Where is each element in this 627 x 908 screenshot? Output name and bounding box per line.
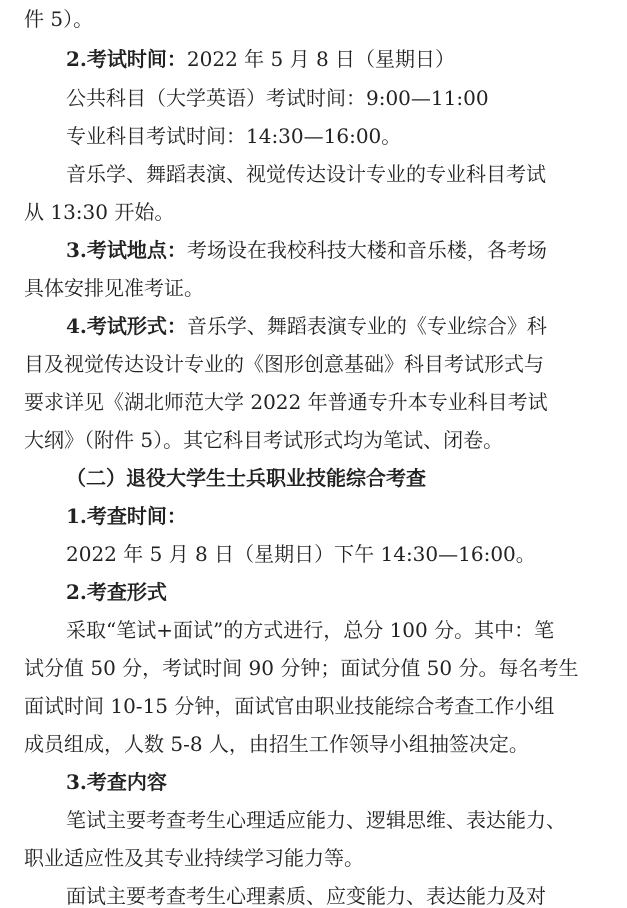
section-label: 4.考试形式： bbox=[66, 314, 187, 338]
text-line: 专业科目考试时间：14:30—16:00。 bbox=[66, 124, 402, 148]
text-line: 目及视觉传达设计专业的《图形创意基础》科目考试形式与 bbox=[24, 352, 544, 376]
exam-time-line: 2.考试时间：2022 年 5 月 8 日（星期日） bbox=[66, 47, 456, 71]
text-line: 要求详见《湖北师范大学 2022 年普通专升本专业科目考试 bbox=[24, 390, 548, 414]
text-line: 大纲》（附件 5）。其它科目考试形式均为笔试、闭卷。 bbox=[24, 428, 504, 452]
text-line: 具体安排见准考证。 bbox=[24, 276, 204, 300]
exam-format-line: 4.考试形式：音乐学、舞蹈表演专业的《专业综合》科 bbox=[66, 314, 547, 338]
text-line: 件 5）。 bbox=[24, 7, 94, 31]
text-line: 试分值 50 分，考试时间 90 分钟；面试分值 50 分。每名考生 bbox=[24, 656, 579, 680]
text-line: 公共科目（大学英语）考试时间：9:00—11:00 bbox=[66, 86, 489, 110]
text-line: 2022 年 5 月 8 日（星期日）下午 14:30—16:00。 bbox=[66, 542, 536, 566]
text-line: 面试时间 10-15 分钟，面试官由职业技能综合考查工作小组 bbox=[24, 694, 555, 718]
text-line: 音乐学、舞蹈表演、视觉传达设计专业的专业科目考试 bbox=[66, 162, 546, 186]
section-label: 2.考试时间： bbox=[66, 47, 187, 71]
exam-location-line: 3.考试地点：考场设在我校科技大楼和音乐楼，各考场 bbox=[66, 238, 547, 262]
section-heading: （二）退役大学生士兵职业技能综合考查 bbox=[66, 466, 426, 490]
subsection-heading: 3.考查内容 bbox=[66, 770, 167, 794]
subsection-heading: 1.考查时间： bbox=[66, 504, 187, 528]
text-line: 职业适应性及其专业持续学习能力等。 bbox=[24, 846, 364, 870]
section-label: 3.考试地点： bbox=[66, 238, 187, 262]
text-line: 面试主要考查考生心理素质、应变能力、表达能力及对 bbox=[66, 884, 546, 908]
subsection-heading: 2.考查形式 bbox=[66, 580, 167, 604]
text-line: 采取“笔试+面试”的方式进行，总分 100 分。其中：笔 bbox=[66, 618, 555, 642]
text-line: 笔试主要考查考生心理适应能力、逻辑思维、表达能力、 bbox=[66, 808, 566, 832]
text-line: 成员组成，人数 5-8 人，由招生工作领导小组抽签决定。 bbox=[24, 732, 529, 756]
text-line: 从 13:30 开始。 bbox=[24, 200, 175, 224]
